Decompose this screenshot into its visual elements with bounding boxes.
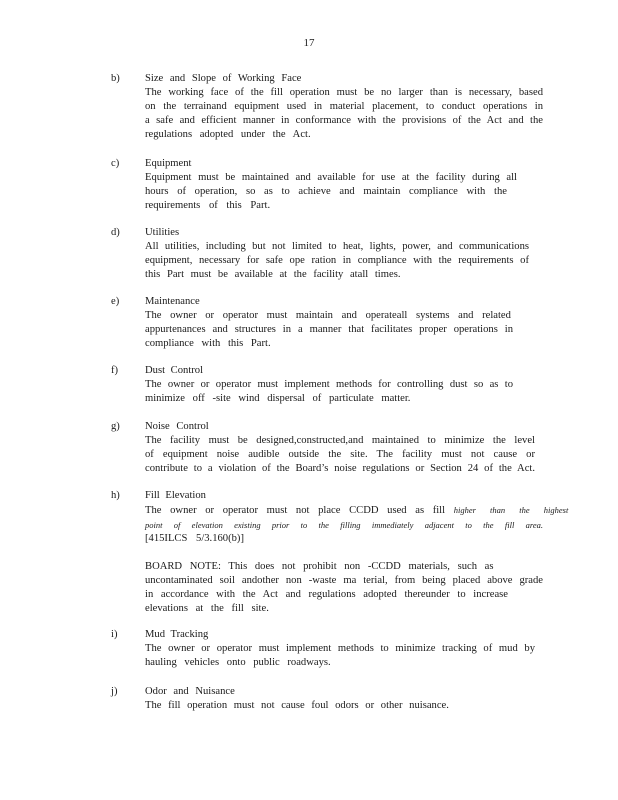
section-letter: c) — [111, 158, 120, 169]
section-letter: d) — [111, 227, 120, 238]
statute-citation: [415ILCS 5/3.160(b)] — [145, 533, 244, 544]
section-text-line: regulations adopted under the Act. — [145, 129, 311, 140]
section-letter: g) — [111, 421, 120, 432]
section-text-line: contribute to a violation of the Board’s noise regulations or Section 24 of the Act. — [145, 463, 535, 474]
spacer — [145, 546, 543, 560]
section-letter: e) — [111, 296, 120, 307]
section-text-line: The fill operation must not cause foul odors or other nuisance. — [145, 700, 449, 711]
section-heading: Dust Control — [145, 365, 204, 376]
section-text-line: of equipment noise audible outside the site. The facility must not cause or — [145, 449, 535, 460]
section-text-line: minimize off -site wind dispersal of particulate matter. — [145, 393, 411, 404]
section-text-line: The facility must be designed,constructed,and maintained to minimize the level — [145, 435, 535, 446]
section-letter: f) — [111, 365, 119, 376]
board-note-line: elevations at the fill site. — [145, 603, 269, 614]
section-text-line: The owner or operator must implement methods for controlling dust so as to — [145, 379, 513, 390]
section-letter: j) — [111, 686, 118, 697]
section-heading: Maintenance — [145, 296, 200, 307]
board-note-line: BOARD NOTE: This does not prohibit non -CCDD materials, such as — [145, 561, 494, 572]
board-note-line: uncontaminated soil andother non -waste ma terial, from being placed above grade — [145, 575, 543, 586]
fill-elevation-quote: higher than the highest — [453, 505, 569, 515]
section-letter: h) — [111, 490, 120, 501]
section-text-line: on the terrainand equipment used in material placement, to conduct operations in — [145, 101, 543, 112]
section-letter: i) — [111, 629, 118, 640]
section-text-line: All utilities, including but not limited to heat, lights, power, and communications — [145, 241, 529, 252]
section-text-line: appurtenances and structures in a manner that facilitates proper operations in — [145, 324, 513, 335]
section-heading: Utilities — [145, 227, 180, 238]
section-heading: Equipment — [145, 158, 192, 169]
section-text-line: The working face of the fill operation must be no larger than is necessary, based — [145, 87, 543, 98]
section-heading: Mud Tracking — [145, 629, 209, 640]
section-text-line: this Part must be available at the facility atall times. — [145, 269, 401, 280]
section-heading: Size and Slope of Working Face — [145, 73, 302, 84]
page-number: 17 — [303, 37, 315, 49]
section-text-line: The owner or operator must implement methods to minimize tracking of mud by — [145, 643, 535, 654]
fill-elevation-text: The owner or operator must not place CCDD used as fill — [145, 505, 446, 516]
section-text-line: Equipment must be maintained and available for use at the facility during all — [145, 172, 517, 183]
section-heading: Fill Elevation — [145, 490, 206, 501]
section-heading: Noise Control — [145, 421, 209, 432]
fill-elevation-line-1 — [145, 503, 569, 518]
section-text-line: a safe and efficient manner in conformance with the provisions of the Act and the — [145, 115, 543, 126]
section-letter: b) — [111, 73, 120, 84]
board-note-line: in accordance with the Act and regulations adopted thereunder to increase — [145, 589, 508, 600]
section-text-line: The owner or operator must maintain and operateall systems and related — [145, 310, 511, 321]
section-text-line: compliance with this Part. — [145, 338, 271, 349]
section-text-line: requirements of this Part. — [145, 200, 271, 211]
fill-elevation-quote: point of elevation existing prior to the filling immediately adjacent to the fill area. — [145, 520, 543, 530]
section-text-line: hours of operation, so as to achieve and maintain compliance with the — [145, 186, 507, 197]
section-text-line: hauling vehicles onto public roadways. — [145, 657, 331, 668]
section-text-line: equipment, necessary for safe ope ration in compliance with the requirements of — [145, 255, 529, 266]
section-heading: Odor and Nuisance — [145, 686, 235, 697]
